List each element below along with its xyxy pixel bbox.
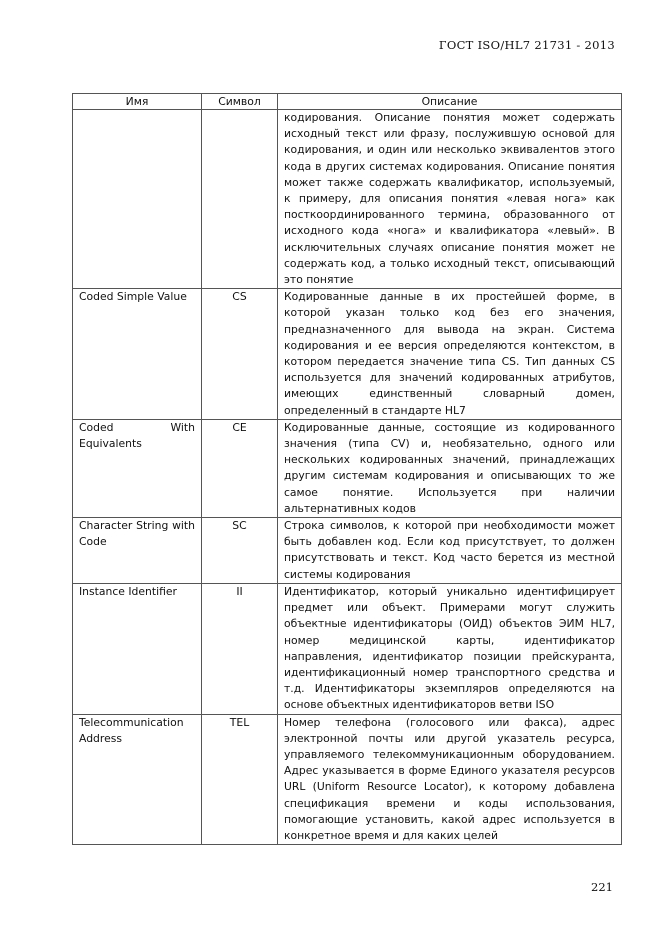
column-header-symbol: Символ xyxy=(202,94,278,110)
row-name: Telecommunication Address xyxy=(73,714,202,845)
row-description: кодирования. Описание понятия может содержать исходный текст или фразу, послужившую основой для кодирования, и один или несколько эквивалентов этого кода в других системах кодирования. Описание понятия может также содержать квалификатор, используемый, к примеру, для описания понятия «левая нога» как посткоординированного термина, образованного от исходного кода «нога» и квалификатора «левый». В исключительных случаях описание понятия может не содержать код, а только исходный текст, описывающий это понятие xyxy=(278,110,622,289)
row-symbol: TEL xyxy=(202,714,278,845)
row-name: Character String with Code xyxy=(73,518,202,584)
table-header-row xyxy=(73,94,622,110)
table-row xyxy=(73,714,622,845)
row-description: Идентификатор, который уникально идентифицирует предмет или объект. Примерами могут служить объектные идентификаторы (ОИД) объектов ЭИМ HL7, номер медицинской карты, идентификатор направления, идентификатор позиции прейскуранта, идентификационный номер транспортного средства и т.д. Идентификаторы экземпляров определяются на основе объектных идентификаторов ветви ISO xyxy=(278,583,622,714)
row-name: Coded Simple Value xyxy=(73,289,202,420)
document-header: ГОСТ ISO/HL7 21731 - 2013 xyxy=(438,38,615,52)
row-description: Кодированные данные в их простейшей форме, в которой указан только код без его значения, предназначенного для вывода на экран. Система кодирования и ее версия определяются контекстом, в котором передается значение типа CS. Тип данных CS используется для значений кодированных атрибутов, имеющих единственный словарный домен, определенный в стандарте HL7 xyxy=(278,289,622,420)
table-row xyxy=(73,583,622,714)
table-row xyxy=(73,518,622,584)
row-name: Instance Identifier xyxy=(73,583,202,714)
row-name: Coded With Equivalents xyxy=(73,419,202,517)
row-description: Кодированные данные, состоящие из кодированного значения (типа CV) и, необязательно, одного или нескольких кодированных значений, принадлежащих другим системам кодирования и описывающих то же самое понятие. Используется при наличии альтернативных кодов xyxy=(278,419,622,517)
row-description: Строка символов, к которой при необходимости может быть добавлен код. Если код присутствует, то должен присутствовать и текст. Код часто берется из местной системы кодирования xyxy=(278,518,622,584)
row-symbol xyxy=(202,110,278,289)
row-symbol: CS xyxy=(202,289,278,420)
table-row xyxy=(73,110,622,289)
column-header-description: Описание xyxy=(278,94,622,110)
row-description: Номер телефона (голосового или факса), адрес электронной почты или другой указатель ресурса, управляемого телекоммуникационным оборудованием. Адрес указывается в форме Единого указателя ресурсов URL (Uniform Resource Locator), к которому добавлена спецификация времени и коды использования, помогающие установить, какой адрес используется в конкретное время и для каких целей xyxy=(278,714,622,845)
row-name xyxy=(73,110,202,289)
table-row xyxy=(73,289,622,420)
column-header-name: Имя xyxy=(73,94,202,110)
data-types-table xyxy=(72,93,622,845)
row-symbol: SC xyxy=(202,518,278,584)
page-number: 221 xyxy=(591,880,613,894)
row-symbol: CE xyxy=(202,419,278,517)
row-symbol: II xyxy=(202,583,278,714)
table-row xyxy=(73,419,622,517)
